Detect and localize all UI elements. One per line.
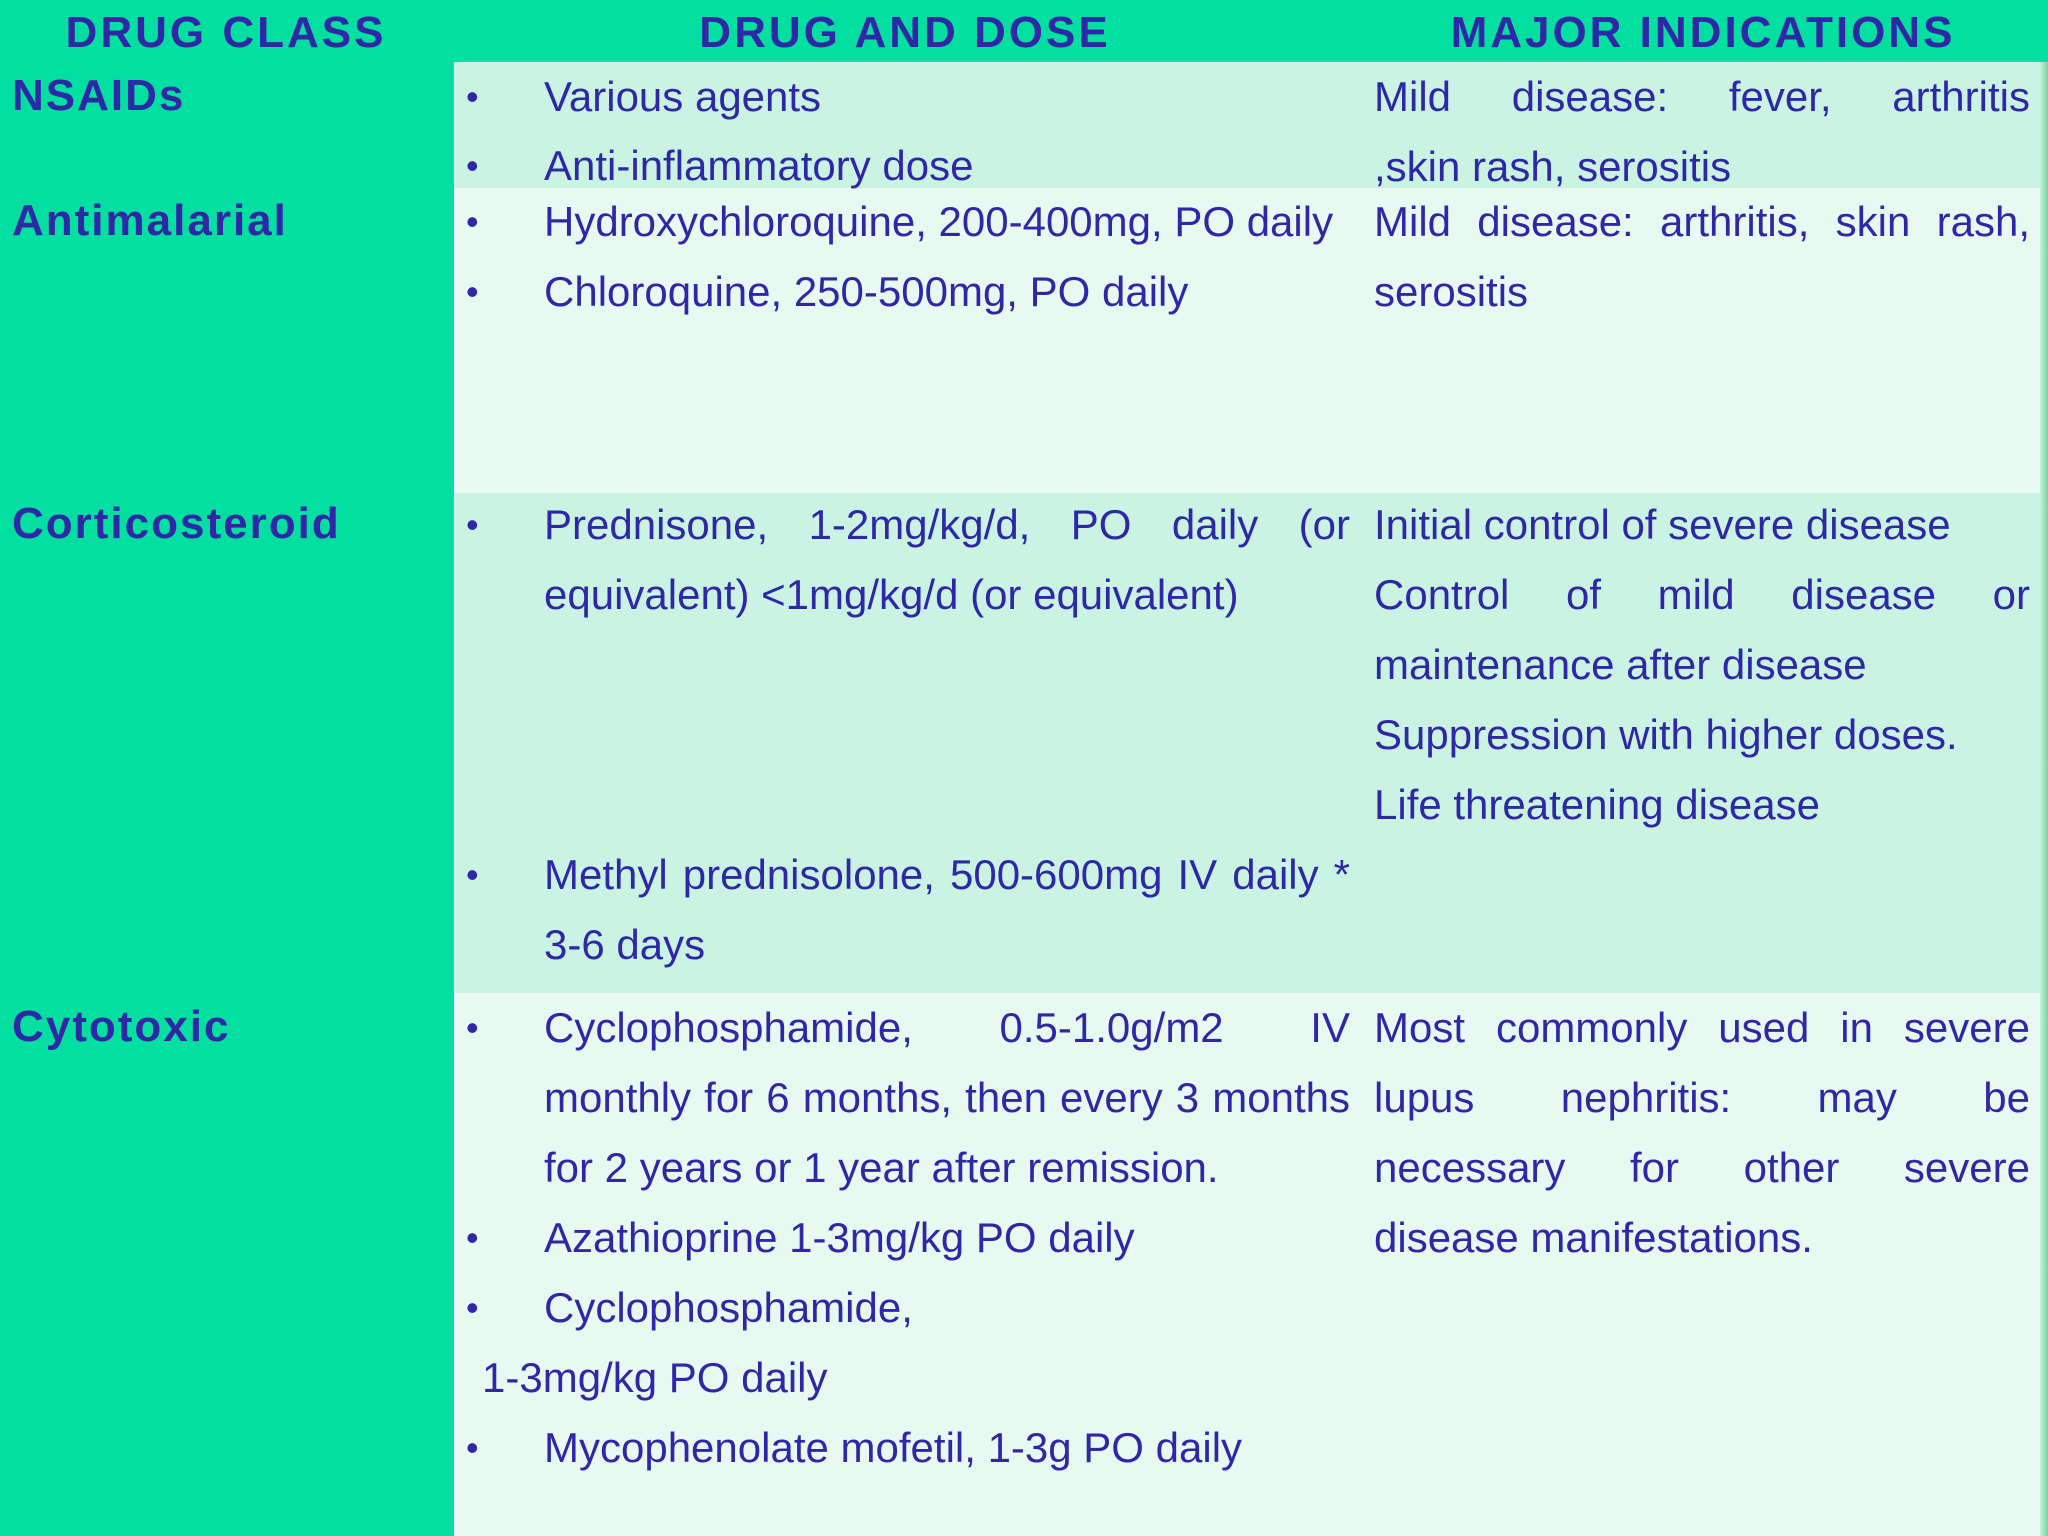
- indication-line: lupus nephritis: may be: [1374, 1074, 2030, 1121]
- indication-line: Control of mild disease or: [1374, 571, 2030, 618]
- drug-list-antimalarial: [462, 187, 1350, 327]
- drug-class-cytotoxic: Cytotoxic: [12, 1002, 231, 1051]
- indication-line: Mild disease: fever, arthritis: [1374, 73, 2030, 120]
- drug-item: • Cyclophosphamide, 0.5-1.0g/m2 IV monthly for 6 months, then every 3 months for 2 years or 1 year after remission.: [462, 993, 1350, 1203]
- indication-line: Initial control of severe disease: [1374, 501, 1951, 548]
- indication-line: disease manifestations.: [1374, 1214, 1813, 1261]
- drug-item-continuation: 1-3mg/kg PO daily: [482, 1354, 828, 1401]
- drug-item: • Chloroquine, 250-500mg, PO daily: [462, 257, 1350, 327]
- drug-item: • Azathioprine 1-3mg/kg PO daily: [462, 1203, 1350, 1273]
- drug-item: • Methyl prednisolone, 500-600mg IV daily * 3-6 days: [462, 840, 1350, 980]
- indication-line: Most commonly used in severe: [1374, 1004, 2030, 1051]
- drug-item: • Prednisone, 1-2mg/kg/d, PO daily (or equivalent) <1mg/kg/d (or equivalent): [462, 490, 1350, 630]
- drug-list-corticosteroid: [462, 490, 1350, 980]
- header-drug-class: DRUG CLASS: [65, 8, 387, 57]
- drug-class-antimalarial: Antimalarial: [12, 196, 288, 245]
- indications-antimalarial: [1374, 187, 2030, 327]
- indications-cytotoxic: [1374, 993, 2030, 1273]
- drug-item: • Cyclophosphamide,: [462, 1273, 1350, 1343]
- drug-item: • Mycophenolate mofetil, 1-3g PO daily: [462, 1413, 1350, 1483]
- drug-class-corticosteroid: Corticosteroid: [12, 499, 341, 548]
- drug-class-nsaids: NSAIDs: [12, 71, 186, 120]
- indication-line: maintenance after disease: [1374, 641, 1867, 688]
- indication-line: serositis: [1374, 268, 1529, 315]
- header-drug-and-dose: DRUG AND DOSE: [699, 8, 1111, 57]
- right-edge-shade: [2040, 62, 2048, 1536]
- drug-item: • Anti-inflammatory dose: [462, 131, 1350, 201]
- indications-corticosteroid: [1374, 490, 2030, 840]
- indication-line: ,skin rash, serositis: [1374, 143, 1732, 190]
- indications-nsaids: [1374, 62, 2030, 202]
- indication-line: Mild disease: arthritis, skin rash,: [1374, 198, 2030, 245]
- drug-item: • Hydroxychloroquine, 200-400mg, PO daily: [462, 187, 1350, 257]
- indication-line: Suppression with higher doses.: [1374, 711, 1958, 758]
- drug-list-cytotoxic: [462, 993, 1350, 1483]
- drug-list-nsaids: [462, 62, 1350, 201]
- indication-line: necessary for other severe: [1374, 1144, 2030, 1191]
- drug-item: • Various agents: [462, 62, 1350, 132]
- indication-line: Life threatening disease: [1374, 781, 1820, 828]
- header-major-indications: MAJOR INDICATIONS: [1450, 8, 1956, 57]
